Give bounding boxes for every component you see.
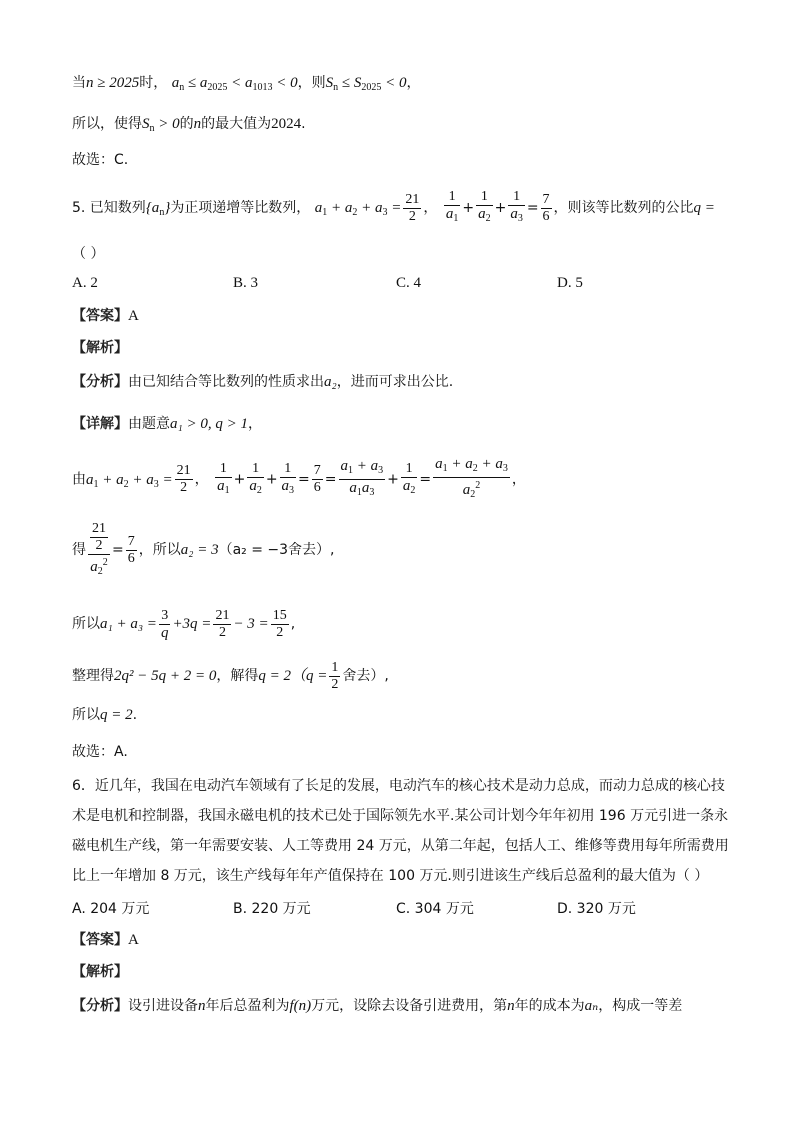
math: （q = <box>291 668 328 684</box>
q6-line-1: 6．近几年，我国在电动汽车领域有了长足的发展，电动汽车的核心技术是动力总成，而动力总成的核心技 <box>72 778 725 794</box>
q6-option-d: D. 320 万元 <box>557 901 636 917</box>
text: 时， <box>139 75 168 91</box>
text: 舍去）, <box>342 668 389 684</box>
math-eq: q = 2 <box>258 668 291 684</box>
q6-answer <box>72 930 139 950</box>
q5-answer <box>72 306 139 326</box>
math-var: n <box>193 116 202 132</box>
math-seq: $\{a_n\}$ <box>145 200 171 218</box>
text: 为正项递增等比数列， <box>170 200 311 216</box>
math-eq: 2q² − 5q + 2 = 0 <box>114 668 217 684</box>
text: 整理得 <box>72 668 114 684</box>
value: 2024 <box>271 116 302 132</box>
line-2 <box>72 114 306 139</box>
text: 万元，设除去设备引进费用，第 <box>311 998 508 1014</box>
math-eq: q = 2 <box>100 707 133 723</box>
complex-fraction: $\frac{\frac{21}{2}}{a_2^2}$ <box>88 521 110 580</box>
text: 当 <box>72 75 86 91</box>
fenxi-tag: 【分析】 <box>72 374 128 390</box>
q6-option-a: A. 204 万元 <box>72 901 150 917</box>
q5-option-a: A. 2 <box>72 275 98 291</box>
numerator: 7 <box>542 191 550 207</box>
text: . <box>301 116 306 132</box>
text: . <box>132 707 138 723</box>
q5-derivation-1: 由$a_1 + a_2 + a_3$ = $\frac{21}{2}$ ， $\frac{1}{a_1}$ + $\frac{1}{a_2}$ + $\frac{1}{a_3}$ = $\frac{7}{6}$ = $\frac{a_1 + a_3}{a_1a_3}$ + $\frac{1}{a_2}$ = $\frac{a_1 + a_2 + a_3}{a_2^2}$ ， <box>72 456 526 500</box>
numerator: 21 <box>405 191 420 207</box>
math: +3q = <box>172 616 212 632</box>
q6-line-4: 比上一年增加 8 万元，该生产线每年年产值保持在 100 万元.则引进该生产线后总盈利的最大值为（ ） <box>72 868 709 884</box>
q5-detail <box>72 414 262 434</box>
q5-derivation-4: 整理得2q² − 5q + 2 = 0，解得q = 2（q = $\frac{1}{2}$ 舍去）, <box>72 659 389 692</box>
math-var: n <box>507 998 515 1014</box>
q5-option-b: B. 3 <box>233 275 259 291</box>
text: 设引进设备 <box>128 998 198 1014</box>
math-cond: n ≥ 2025 <box>86 75 140 91</box>
math-eq1: $a_1 + a_2 + a_3$ = <box>314 200 402 218</box>
answer-value: A <box>128 308 139 324</box>
choose-c: 故选：C. <box>72 152 129 168</box>
math-conclusion: $S_n \le S_{2025} < 0$ <box>325 75 407 93</box>
q5-choose: 故选：A. <box>72 744 128 760</box>
math: − 3 = <box>233 616 269 632</box>
q5-stem: 5. 已知数列$\{a_n\}$为正项递增等比数列， $a_1 + a_2 + a_3$ = $\frac{21}{2}$ ， $\frac{1}{a_1}$ + $\frac{1}{a_2}$ + $\frac{1}{a_3}$ = $\frac{7}{6}$ ，则该等比数列的公比q = <box>72 188 715 233</box>
q5-fenxi <box>72 372 453 392</box>
text: 的 <box>179 116 194 132</box>
text: 得 <box>72 542 86 558</box>
text: ，则 <box>297 75 326 91</box>
q6-line-2: 术是电机和控制器，我国永磁电机的技术已处于国际领先水平.某公司计划今年年初用 196 万元引进一条永 <box>72 808 729 824</box>
q5-derivation-3: 所以a₁ + a₃ = $\frac{3}{q}$ +3q = $\frac{21}{2}$ − 3 = $\frac{15}{2}$ , <box>72 607 296 641</box>
detail-tag: 【详解】 <box>72 416 128 432</box>
q6-fenxi <box>72 996 682 1016</box>
fraction <box>403 192 421 225</box>
text: 5. 已知数列 <box>72 200 146 216</box>
denominator: 6 <box>542 208 550 224</box>
q5-derivation-2: 得 $\frac{\frac{21}{2}}{a_2^2}$ = $\frac{7}{6}$ ，所以a₂ = 3（a₂ = −3舍去）, <box>72 520 335 580</box>
math-ineq: $a_n \le a_{2025} < a_{1013} < 0$ <box>171 75 298 93</box>
math-cond: a₁ > 0, q > 1 <box>170 416 248 432</box>
q5-analysis-tag <box>72 338 128 358</box>
fraction: $\frac{1}{a_2}$ <box>478 189 491 224</box>
text: 所以 <box>72 707 100 723</box>
analysis-tag: 【解析】 <box>72 340 128 356</box>
text: （a₂ = −3舍去）, <box>218 542 335 558</box>
q6-analysis-tag <box>72 962 128 982</box>
text: ，则该等比数列的公比 <box>553 200 694 216</box>
text: 所以 <box>72 616 100 632</box>
answer-tag: 【答案】 <box>72 932 128 948</box>
text: ， <box>247 416 262 432</box>
text: ，解得 <box>216 668 259 684</box>
fenxi-tag: 【分析】 <box>72 998 128 1014</box>
text: 由已知结合等比数列的性质求出 <box>128 374 324 390</box>
text: 所以，使得 <box>72 116 142 132</box>
denominator: 2 <box>408 208 416 224</box>
text: ，构成一等差 <box>598 998 683 1014</box>
q6-option-b: B. 220 万元 <box>233 901 311 917</box>
text: ， <box>406 75 421 91</box>
fraction: $\frac{1}{a_1}$ <box>445 189 459 224</box>
text: 年的成本为 <box>514 998 585 1014</box>
q6-option-c: C. 304 万元 <box>396 901 474 917</box>
math-eq: a₂ = 3 <box>180 542 219 558</box>
text: 的最大值为 <box>201 116 272 132</box>
math-var: aₙ <box>584 998 599 1014</box>
fraction: $\frac{1}{a_3}$ <box>510 189 523 224</box>
math-var: n <box>198 998 206 1014</box>
text: ，进而可求出公比. <box>336 374 454 390</box>
answer-value: A <box>128 932 139 948</box>
q6-line-3: 磁电机生产线，第一年需要安装、人工等费用 24 万元，从第二年起，包括人工、维修等费用每年所需费用 <box>72 838 729 854</box>
q5-option-d: D. 5 <box>557 275 583 291</box>
q5-paren: （ ） <box>72 246 105 262</box>
math-ineq: $S_n > 0$ <box>142 116 180 134</box>
text: ，所以 <box>138 542 181 558</box>
math-var: q = <box>693 200 715 216</box>
text: 年后总盈利为 <box>205 998 290 1014</box>
q5-option-c: C. 4 <box>396 275 422 291</box>
math: a₁ + a₃ = <box>100 616 157 632</box>
analysis-tag: 【解析】 <box>72 964 128 980</box>
answer-tag: 【答案】 <box>72 308 128 324</box>
fraction <box>541 192 552 225</box>
text: 由 <box>72 471 86 488</box>
q5-derivation-5 <box>72 705 137 725</box>
math-var: a₂ <box>324 374 337 390</box>
math-fn: f(n) <box>289 998 312 1014</box>
text: 由题意 <box>128 416 170 432</box>
line-1 <box>72 73 421 98</box>
